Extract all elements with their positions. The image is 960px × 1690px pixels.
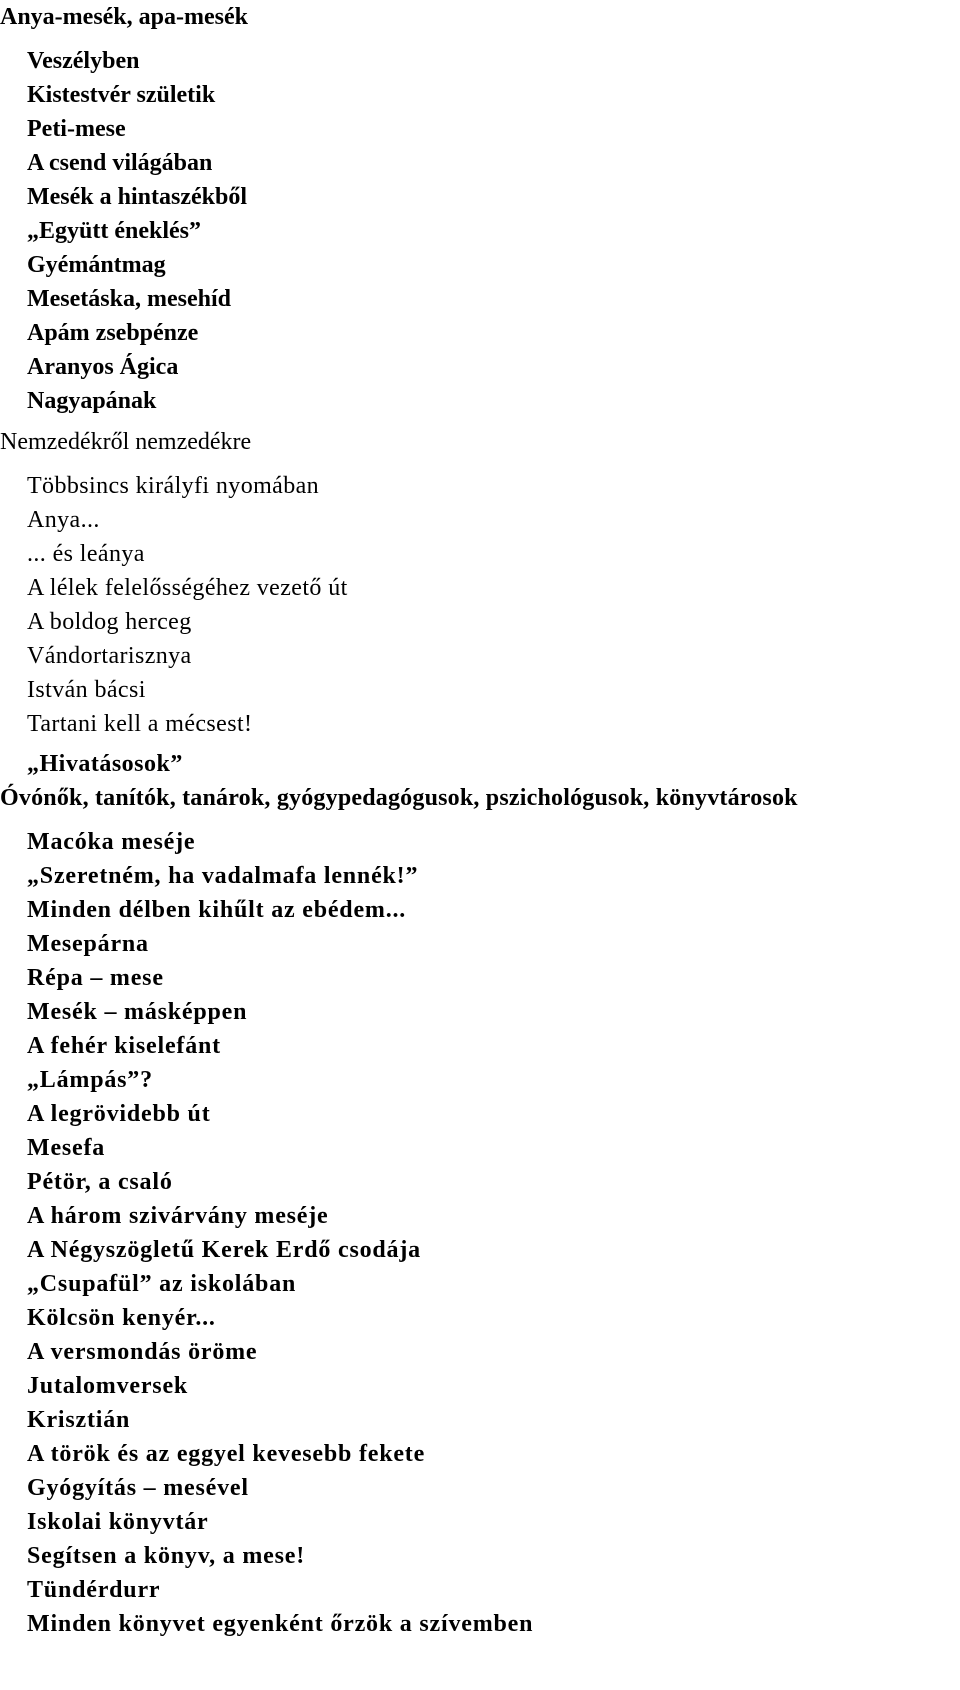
list-item: Mesetáska, mesehíd xyxy=(27,286,231,312)
list-item: Iskolai könyvtár xyxy=(27,1509,209,1535)
list-item: Anya... xyxy=(27,507,100,533)
section-anya-mesek xyxy=(0,0,960,418)
list-item: „Csupafül” az iskolában xyxy=(27,1271,297,1297)
section-title: Anya-mesék, apa-mesék xyxy=(0,4,248,30)
list-item: Tündérdurr xyxy=(27,1577,161,1603)
list-item: ... és leánya xyxy=(27,541,145,567)
list-item: Vándortarisznya xyxy=(27,643,192,669)
section-title: Nemzedékről nemzedékre xyxy=(0,429,252,455)
list-item: A fehér kiselefánt xyxy=(27,1033,221,1059)
list-item: A legrövidebb út xyxy=(27,1101,211,1127)
list-item: Gyémántmag xyxy=(27,252,166,278)
list-item: Jutalomversek xyxy=(27,1373,189,1399)
list-item: A lélek felelősségéhez vezető út xyxy=(27,575,348,601)
list-item: Minden délben kihűlt az ebédem... xyxy=(27,897,407,923)
list-item: Pétör, a csaló xyxy=(27,1169,173,1195)
list-item: Kistestvér születik xyxy=(27,82,216,108)
list-item: Peti-mese xyxy=(27,116,126,142)
list-item: Kölcsön kenyér... xyxy=(27,1305,216,1331)
list-item: Nagyapának xyxy=(27,388,157,414)
section-hivatasosok xyxy=(0,747,960,1641)
list-item: Mesepárna xyxy=(27,931,149,957)
list-item: „Együtt éneklés” xyxy=(27,218,201,244)
list-item: István bácsi xyxy=(27,677,146,703)
list-item: Veszélyben xyxy=(27,48,140,74)
list-item: A három szivárvány meséje xyxy=(27,1203,329,1229)
list-item: A török és az eggyel kevesebb fekete xyxy=(27,1441,426,1467)
section-item-list xyxy=(0,44,960,418)
list-item: A boldog herceg xyxy=(27,609,192,635)
list-item: Apám zsebpénze xyxy=(27,320,199,346)
list-item: Minden könyvet egyenként őrzök a szívemben xyxy=(27,1611,534,1637)
section-item-list xyxy=(0,825,960,1641)
list-item: Macóka meséje xyxy=(27,829,196,855)
list-item: Mesék – másképpen xyxy=(27,999,248,1025)
list-item: A versmondás öröme xyxy=(27,1339,258,1365)
section-nemzedekrol xyxy=(0,425,960,741)
list-item: „Szeretném, ha vadalmafa lennék!” xyxy=(27,863,419,889)
list-item: A Négyszögletű Kerek Erdő csodája xyxy=(27,1237,421,1263)
list-item: Répa – mese xyxy=(27,965,164,991)
list-item: A csend világában xyxy=(27,150,213,176)
list-item: Tartani kell a mécsest! xyxy=(27,711,253,737)
list-item: Többsincs királyfi nyomában xyxy=(27,473,320,499)
list-item: Krisztián xyxy=(27,1407,131,1433)
list-item: Gyógyítás – mesével xyxy=(27,1475,249,1501)
list-item: Segítsen a könyv, a mese! xyxy=(27,1543,305,1569)
list-item: „Lámpás”? xyxy=(27,1067,153,1093)
list-item: Aranyos Ágica xyxy=(27,354,179,380)
section-title: „Hivatásosok” xyxy=(27,751,183,777)
section-subtitle: Óvónők, tanítók, tanárok, gyógypedagógusok, pszichológusok, könyvtárosok xyxy=(0,785,798,811)
list-item: Mesefa xyxy=(27,1135,106,1161)
section-item-list xyxy=(0,469,960,741)
list-item: Mesék a hintaszékből xyxy=(27,184,248,210)
